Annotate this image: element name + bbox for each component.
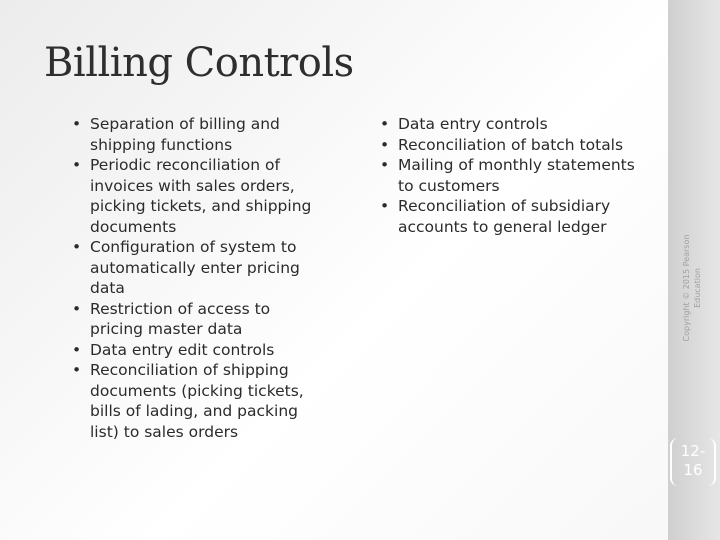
bullet-icon: • <box>380 135 390 154</box>
list-item-text: Data entry controls <box>398 115 548 133</box>
list-item <box>72 114 327 155</box>
copyright-notice: Copyright © 2015 Pearson Education <box>682 234 702 342</box>
list-item-text: Restriction of access to pricing master data <box>90 299 271 338</box>
bullet-icon: • <box>380 156 390 174</box>
bullet-icon: • <box>72 340 82 359</box>
list-item-text: Periodic reconciliation of invoices with sales orders, picking tickets, and shipping documents <box>90 156 312 236</box>
list-item <box>72 299 327 340</box>
list-item-text: Reconciliation of batch totals <box>398 135 624 154</box>
page-number-badge: 12- 16 <box>670 438 716 486</box>
right-bullet-list <box>380 114 650 237</box>
bullet-icon: • <box>72 156 82 174</box>
bullet-icon: • <box>380 115 390 133</box>
bullet-icon: • <box>72 299 82 318</box>
list-item-text: Reconciliation of shipping documents (picking tickets, bills of lading, and packing list) to sales orders <box>90 361 304 441</box>
list-item-text: Data entry edit controls <box>90 340 275 359</box>
left-bullet-list <box>72 114 327 442</box>
bullet-icon: • <box>72 115 82 133</box>
list-item-text: Mailing of monthly statements to customers <box>398 156 635 195</box>
list-item <box>72 155 327 237</box>
bullet-icon: • <box>72 361 82 379</box>
list-item <box>72 237 327 299</box>
bullet-icon: • <box>380 197 390 215</box>
list-item-text: Separation of billing and shipping functions <box>90 115 280 154</box>
list-item-text: Configuration of system to automatically enter pricing data <box>90 238 300 297</box>
bullet-icon: • <box>72 238 82 256</box>
list-item <box>380 155 650 196</box>
list-item <box>380 196 650 237</box>
list-item <box>380 114 650 135</box>
list-item <box>380 135 650 156</box>
slide-title: Billing Controls <box>44 40 354 86</box>
list-item <box>72 340 327 361</box>
list-item-text: Reconciliation of subsidiary accounts to general ledger <box>398 197 611 236</box>
list-item <box>72 360 327 442</box>
